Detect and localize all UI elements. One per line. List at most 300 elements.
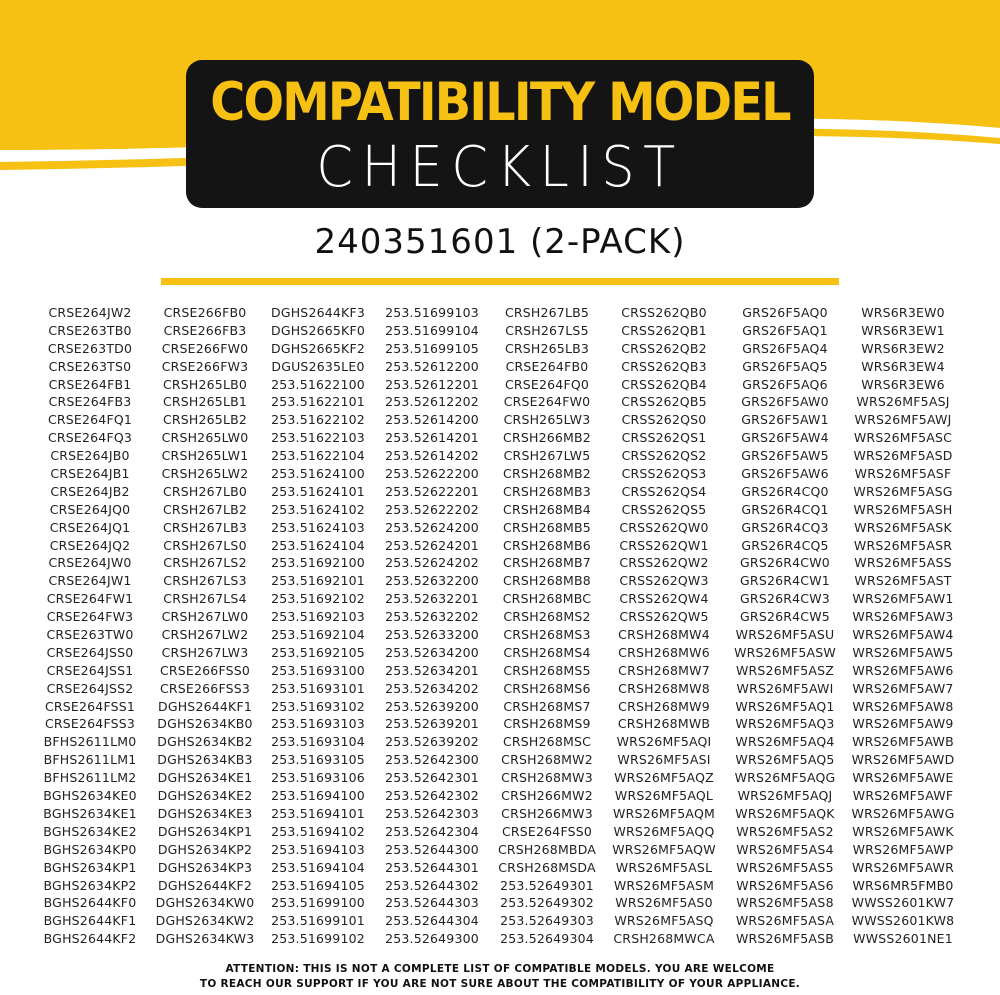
- model-number: CRSE264JB1: [50, 466, 130, 482]
- model-number: 253.52644302: [385, 877, 479, 893]
- page-title: COMPATIBILITY MODEL: [210, 72, 790, 133]
- model-number: WRS26MF5AW3: [852, 609, 954, 625]
- model-number: WRS26MF5ASH: [853, 501, 953, 517]
- model-number: BGHS2634KE1: [43, 805, 137, 821]
- model-number: CRSH265LW0: [161, 430, 249, 446]
- model-number: CRSE264FQ0: [504, 376, 590, 392]
- model-number: CRSH268MB4: [503, 501, 591, 517]
- model-number: 253.51693104: [271, 734, 365, 750]
- model-number: DGHS2634KB3: [157, 752, 253, 768]
- model-number: 253.51693105: [271, 752, 365, 768]
- model-number: 253.51699102: [271, 931, 365, 947]
- model-number: WRS26MF5AWD: [851, 752, 955, 768]
- model-number: 253.51694102: [271, 823, 365, 839]
- model-number: CRSH268MB7: [503, 555, 591, 571]
- model-number: DGHS2634KP2: [157, 841, 253, 857]
- model-number: CRSE264JSS0: [46, 644, 134, 660]
- model-number: GRS26R4CQ1: [741, 501, 829, 517]
- model-number: CRSH268MW2: [501, 752, 593, 768]
- model-column-7: [726, 304, 844, 948]
- model-number: 253.51692103: [271, 609, 365, 625]
- model-number: WRS26MF5ASG: [853, 483, 953, 499]
- model-number: 253.51692101: [271, 573, 365, 589]
- model-number: DGHS2644KF1: [158, 698, 252, 714]
- model-number: WRS26MF5ASL: [615, 859, 713, 875]
- model-number: GRS26R4CW3: [740, 591, 830, 607]
- model-number: CRSE263TD0: [47, 340, 133, 356]
- model-number: 253.52632201: [385, 591, 479, 607]
- attention-line-2: TO REACH OUR SUPPORT IF YOU ARE NOT SURE ABOUT THE COMPATIBILITY OF YOUR APPLIANCE.: [199, 978, 801, 990]
- model-number: 253.51694101: [271, 805, 365, 821]
- model-number: GRS26R4CQ5: [741, 537, 829, 553]
- model-number: CRSH267LW0: [161, 609, 249, 625]
- model-number: DGHS2634KW0: [155, 895, 255, 911]
- model-number: 253.52612200: [385, 358, 479, 374]
- model-number: 253.52622202: [385, 501, 479, 517]
- model-number: CRSH268MW9: [618, 698, 710, 714]
- model-number: WRS26MF5AST: [854, 573, 952, 589]
- model-number: CRSE264JQ2: [49, 537, 131, 553]
- model-number: 253.51693106: [271, 770, 365, 786]
- model-number: 253.51624103: [271, 519, 365, 535]
- model-number: CRSE264JSS1: [46, 662, 134, 678]
- model-number: WRS26MF5AQZ: [614, 770, 714, 786]
- model-number: DGUS2635LE0: [271, 358, 365, 374]
- model-number: CRSS262QW5: [619, 609, 709, 625]
- model-number: WRS26MF5AW1: [852, 591, 954, 607]
- model-number: CRSE264FSS1: [44, 698, 136, 714]
- model-number: CRSE264FSS0: [501, 823, 593, 839]
- model-number: 253.51699105: [385, 340, 479, 356]
- model-number: BGHS2634KE0: [43, 788, 137, 804]
- model-number: 253.52624202: [385, 555, 479, 571]
- model-number: 253.52624200: [385, 519, 479, 535]
- model-number: WRS26MF5AW9: [852, 716, 954, 732]
- model-number: WRS26MF5ASC: [853, 430, 953, 446]
- model-number: 253.51699101: [271, 913, 365, 929]
- model-number: DGHS2634KB2: [157, 734, 253, 750]
- model-number: WRS26MF5ASF: [854, 466, 952, 482]
- model-number: CRSE263TB0: [48, 322, 132, 338]
- model-number: 253.51694105: [271, 877, 365, 893]
- model-number: CRSS262QS4: [621, 483, 707, 499]
- model-number: 253.52642301: [385, 770, 479, 786]
- model-number: CRSH268MBC: [502, 591, 592, 607]
- model-number: CRSH267LB3: [162, 519, 248, 535]
- model-number: WRS26MF5ASK: [854, 519, 952, 535]
- model-number: DGHS2665KF0: [271, 322, 365, 338]
- model-number: CRSH265LB0: [162, 376, 248, 392]
- model-number: 253.51622100: [271, 376, 365, 392]
- model-number: CRSH267LB0: [162, 483, 248, 499]
- model-number: WWSS2601NE1: [853, 931, 953, 947]
- model-number: GRS26F5AQ1: [742, 322, 828, 338]
- model-number: 253.52632200: [385, 573, 479, 589]
- model-number: 253.52649303: [500, 913, 594, 929]
- model-number: CRSE264JQ1: [49, 519, 131, 535]
- model-number: CRSS262QB3: [621, 358, 707, 374]
- model-number: 253.52622201: [385, 483, 479, 499]
- model-number: WRS26MF5AQK: [735, 805, 835, 821]
- model-number: 253.52622200: [385, 466, 479, 482]
- model-number: WRS26MF5AQI: [616, 734, 712, 750]
- model-number: CRSE266FB3: [163, 322, 247, 338]
- model-number: DGHS2634KE1: [157, 770, 253, 786]
- model-number: DGHS2644KF3: [271, 305, 365, 320]
- model-number: WRS26MF5ASM: [613, 877, 715, 893]
- model-number: CRSH268MS5: [503, 662, 591, 678]
- model-number: CRSE264FB1: [48, 376, 132, 392]
- model-number: CRSH265LB1: [162, 394, 248, 410]
- model-number: CRSS262QB0: [621, 305, 707, 320]
- model-number: WRS26MF5AS2: [736, 823, 834, 839]
- model-number: CRSE264FSS3: [44, 716, 136, 732]
- model-number: GRS26R4CW1: [740, 573, 830, 589]
- model-number: GRS26F5AQ0: [742, 305, 828, 320]
- model-number: BFHS2611LM0: [43, 734, 137, 750]
- model-number: WRS26MF5AQM: [613, 805, 715, 821]
- model-number: DGHS2634KE3: [157, 805, 253, 821]
- model-number: 253.52644303: [385, 895, 479, 911]
- model-number: 253.51692100: [271, 555, 365, 571]
- model-number: CRSH267LS0: [163, 537, 247, 553]
- model-number: GRS26F5AQ5: [742, 358, 828, 374]
- model-number: CRSS262QW4: [619, 591, 709, 607]
- model-number: 253.52639201: [385, 716, 479, 732]
- model-number: 253.51692104: [271, 627, 365, 643]
- model-number: CRSE264JW2: [48, 305, 132, 320]
- model-number: 253.51699104: [385, 322, 479, 338]
- model-number: WRS26MF5AW6: [852, 662, 954, 678]
- model-number: CRSE264FB0: [505, 358, 589, 374]
- model-number: 253.52642302: [385, 788, 479, 804]
- model-number: 253.51692102: [271, 591, 365, 607]
- model-number: 253.52634202: [385, 680, 479, 696]
- model-number: CRSH268MB5: [503, 519, 591, 535]
- model-number: WRS26MF5AW8: [852, 698, 954, 714]
- model-number: CRSH267LW2: [161, 627, 249, 643]
- model-number: WRS26MF5AQW: [612, 841, 716, 857]
- model-number: WRS26MF5ASR: [853, 537, 953, 553]
- model-number: CRSH266MB2: [503, 430, 591, 446]
- model-number: 253.51622103: [271, 430, 365, 446]
- model-number: CRSE264FW0: [503, 394, 591, 410]
- model-number: 253.52614200: [385, 412, 479, 428]
- model-number: CRSE264JW1: [48, 573, 132, 589]
- model-number: 253.52642304: [385, 823, 479, 839]
- model-column-5: [488, 304, 606, 948]
- model-column-2: [146, 304, 264, 948]
- model-number: CRSH265LW2: [161, 466, 249, 482]
- model-number: CRSH267LS5: [505, 322, 589, 338]
- model-number: 253.52612202: [385, 394, 479, 410]
- model-number: CRSH268MS9: [503, 716, 591, 732]
- model-number: BGHS2634KP1: [43, 859, 137, 875]
- model-number: CRSH268MW7: [618, 662, 710, 678]
- model-number: WRS26MF5AWG: [851, 805, 955, 821]
- model-number: CRSS262QW3: [619, 573, 709, 589]
- model-number: CRSE266FSS3: [159, 680, 251, 696]
- model-number: DGHS2634KE2: [157, 788, 253, 804]
- model-number: CRSE264JB2: [50, 483, 130, 499]
- model-number: CRSS262QS2: [621, 448, 707, 464]
- model-number: 253.51694104: [271, 859, 365, 875]
- model-number: BGHS2634KP0: [43, 841, 137, 857]
- model-number: BGHS2644KF0: [43, 895, 137, 911]
- model-number: CRSS262QW0: [619, 519, 709, 535]
- model-number: BGHS2634KP2: [43, 877, 137, 893]
- model-number: CRSH266MW3: [501, 805, 593, 821]
- model-number: WRS26MF5AWI: [736, 680, 834, 696]
- model-grid: [0, 304, 1000, 952]
- model-number: CRSE266FSS0: [159, 662, 251, 678]
- model-number: 253.52614202: [385, 448, 479, 464]
- model-number: WRS26MF5AS5: [736, 859, 834, 875]
- model-number: CRSH266MW2: [501, 788, 593, 804]
- model-number: BGHS2644KF2: [43, 931, 137, 947]
- model-number: WRS26MF5AW7: [852, 680, 954, 696]
- model-number: CRSE264FQ3: [47, 430, 133, 446]
- model-number: WRS6R3EW4: [861, 358, 945, 374]
- model-number: CRSH268MW8: [618, 680, 710, 696]
- model-number: 253.51694100: [271, 788, 365, 804]
- model-number: DGHS2634KP1: [157, 823, 253, 839]
- model-number: WRS26MF5AWF: [852, 788, 954, 804]
- model-number: WRS26MF5AQ5: [735, 752, 835, 768]
- model-number: CRSH268MB6: [503, 537, 591, 553]
- model-number: GRS26F5AQ6: [742, 376, 828, 392]
- model-number: WWSS2601KW8: [851, 913, 955, 929]
- model-number: WRS26MF5AQQ: [613, 823, 715, 839]
- model-number: CRSE266FB0: [163, 305, 247, 320]
- model-number: WRS26MF5AQ3: [735, 716, 835, 732]
- model-number: WRS26MF5AS0: [615, 895, 713, 911]
- model-number: CRSE263TS0: [48, 358, 132, 374]
- model-number: BGHS2634KE2: [43, 823, 137, 839]
- model-number: CRSH268MBDA: [497, 841, 597, 857]
- model-number: CRSE266FW0: [161, 340, 249, 356]
- model-column-4: [373, 304, 491, 948]
- model-number: CRSE264JB0: [50, 448, 130, 464]
- model-number: 253.51693101: [271, 680, 365, 696]
- model-number: 253.52642300: [385, 752, 479, 768]
- model-number: CRSH268MS3: [503, 627, 591, 643]
- model-number: CRSS262QS5: [621, 501, 707, 517]
- model-number: WRS26MF5ASJ: [856, 394, 950, 410]
- model-number: 253.52644304: [385, 913, 479, 929]
- model-number: CRSH268MWCA: [613, 931, 715, 947]
- model-number: CRSH267LS3: [163, 573, 247, 589]
- model-number: WRS26MF5AWB: [852, 734, 954, 750]
- model-number: WRS26MF5AS8: [736, 895, 834, 911]
- model-number: 253.51624104: [271, 537, 365, 553]
- model-number: WRS6R3EW0: [861, 305, 945, 320]
- model-number: DGHS2634KB0: [157, 716, 253, 732]
- model-number: 253.52614201: [385, 430, 479, 446]
- model-number: CRSH265LW3: [503, 412, 591, 428]
- model-number: GRS26F5AW4: [741, 430, 829, 446]
- model-number: CRSE264JSS2: [46, 680, 134, 696]
- model-column-6: [605, 304, 723, 948]
- model-number: CRSH268MW4: [618, 627, 710, 643]
- model-number: CRSE264JQ0: [49, 501, 131, 517]
- model-number: 253.51622102: [271, 412, 365, 428]
- model-number: GRS26R4CW5: [740, 609, 830, 625]
- model-number: CRSS262QW2: [619, 555, 709, 571]
- model-number: CRSH268MSDA: [498, 859, 596, 875]
- model-number: CRSE264JW0: [48, 555, 132, 571]
- model-number: WRS26MF5ASI: [617, 752, 711, 768]
- model-number: 253.52624201: [385, 537, 479, 553]
- model-number: 253.51693103: [271, 716, 365, 732]
- model-number: 253.51693100: [271, 662, 365, 678]
- attention-note: [0, 962, 1000, 992]
- model-number: CRSH268MWB: [617, 716, 711, 732]
- model-number: 253.51624101: [271, 483, 365, 499]
- model-number: WRS26MF5ASS: [854, 555, 952, 571]
- part-number: 240351601 (2-PACK): [314, 222, 686, 262]
- page-subtitle: CHECKLIST: [316, 135, 684, 200]
- model-number: 253.52649300: [385, 931, 479, 947]
- model-number: 253.52649302: [500, 895, 594, 911]
- model-number: 253.51622104: [271, 448, 365, 464]
- model-number: DGHS2634KW3: [155, 931, 255, 947]
- model-number: CRSE263TW0: [46, 627, 134, 643]
- model-number: 253.52634201: [385, 662, 479, 678]
- model-number: GRS26F5AQ4: [742, 340, 828, 356]
- model-number: CRSH268MB2: [503, 466, 591, 482]
- model-number: GRS26F5AW5: [741, 448, 829, 464]
- model-number: CRSH267LB5: [504, 305, 590, 320]
- model-number: WWSS2601KW7: [851, 895, 955, 911]
- model-number: WRS26MF5ASW: [734, 644, 836, 660]
- model-column-1: [31, 304, 149, 948]
- model-number: WRS26MF5AQ4: [735, 734, 835, 750]
- model-number: DGHS2665KF2: [271, 340, 365, 356]
- model-number: 253.52632202: [385, 609, 479, 625]
- model-number: CRSH267LS4: [163, 591, 247, 607]
- model-number: CRSH265LB3: [504, 340, 590, 356]
- model-number: WRS6MR5FMB0: [852, 877, 954, 893]
- model-number: CRSE266FW3: [161, 358, 249, 374]
- model-column-8: [844, 304, 962, 948]
- model-number: WRS26MF5ASD: [853, 448, 953, 464]
- model-number: WRS26MF5ASZ: [735, 662, 835, 678]
- model-number: GRS26F5AW6: [741, 466, 829, 482]
- model-number: CRSS262QS1: [621, 430, 707, 446]
- model-number: WRS26MF5AW5: [852, 644, 954, 660]
- model-number: 253.51699103: [385, 305, 479, 320]
- model-number: 253.52649304: [500, 931, 594, 947]
- model-number: CRSH268MB3: [503, 483, 591, 499]
- model-number: CRSE264FW3: [46, 609, 134, 625]
- model-number: CRSS262QB2: [621, 340, 707, 356]
- model-number: CRSE264FB3: [48, 394, 132, 410]
- model-number: DGHS2634KW2: [155, 913, 255, 929]
- model-number: WRS26MF5AWR: [852, 859, 954, 875]
- model-number: WRS26MF5ASQ: [614, 913, 714, 929]
- model-number: CRSH268MS2: [503, 609, 591, 625]
- model-number: WRS26MF5AWK: [852, 823, 954, 839]
- model-number: GRS26F5AW1: [741, 412, 829, 428]
- model-number: 253.52649301: [500, 877, 594, 893]
- model-number: GRS26R4CQ3: [741, 519, 829, 535]
- yellow-divider: [161, 278, 839, 285]
- model-number: 253.52644300: [385, 841, 479, 857]
- model-number: CRSH268MSC: [502, 734, 592, 750]
- attention-line-1: ATTENTION: THIS IS NOT A COMPLETE LIST OF COMPATIBLE MODELS. YOU ARE WELCOME: [225, 963, 775, 975]
- model-number: WRS26MF5AS4: [736, 841, 834, 857]
- model-number: 253.52639202: [385, 734, 479, 750]
- model-number: 253.51624100: [271, 466, 365, 482]
- model-number: BFHS2611LM2: [43, 770, 137, 786]
- model-number: CRSH267LB2: [162, 501, 248, 517]
- model-number: 253.52644301: [385, 859, 479, 875]
- model-number: 253.51622101: [271, 394, 365, 410]
- model-number: GRS26R4CQ0: [741, 483, 829, 499]
- model-number: CRSH265LB2: [162, 412, 248, 428]
- model-number: BGHS2644KF1: [43, 913, 137, 929]
- model-number: CRSH268MW6: [618, 644, 710, 660]
- model-number: BFHS2611LM1: [43, 752, 137, 768]
- model-number: WRS26MF5ASA: [735, 913, 835, 929]
- model-number: GRS26F5AW0: [741, 394, 829, 410]
- model-number: WRS26MF5AQG: [734, 770, 836, 786]
- model-number: CRSH268MB8: [503, 573, 591, 589]
- model-number: 253.52634200: [385, 644, 479, 660]
- model-number: CRSS262QB1: [621, 322, 707, 338]
- model-number: CRSH267LW3: [161, 644, 249, 660]
- model-number: CRSH268MS4: [503, 644, 591, 660]
- model-number: CRSH265LW1: [161, 448, 249, 464]
- model-number: CRSS262QS0: [621, 412, 707, 428]
- model-number: CRSS262QB5: [621, 394, 707, 410]
- model-number: CRSS262QS3: [621, 466, 707, 482]
- model-number: 253.52642303: [385, 805, 479, 821]
- model-number: WRS26MF5AWP: [852, 841, 954, 857]
- model-number: DGHS2644KF2: [158, 877, 252, 893]
- model-number: CRSE264FQ1: [47, 412, 133, 428]
- model-number: CRSS262QB4: [621, 376, 707, 392]
- model-number: CRSS262QW1: [619, 537, 709, 553]
- model-number: WRS6R3EW2: [861, 340, 945, 356]
- model-number: 253.51699100: [271, 895, 365, 911]
- model-number: CRSH268MW3: [501, 770, 593, 786]
- model-number: CRSH267LS2: [163, 555, 247, 571]
- model-number: GRS26R4CW0: [740, 555, 830, 571]
- model-number: WRS26MF5ASB: [735, 931, 835, 947]
- model-number: WRS26MF5AWE: [852, 770, 954, 786]
- model-number: WRS6R3EW1: [861, 322, 945, 338]
- model-number: CRSH267LW5: [503, 448, 591, 464]
- model-number: 253.52639200: [385, 698, 479, 714]
- model-number: 253.51692105: [271, 644, 365, 660]
- model-number: DGHS2634KP3: [157, 859, 253, 875]
- model-number: WRS26MF5ASU: [735, 627, 835, 643]
- model-number: WRS6R3EW6: [861, 376, 945, 392]
- model-number: 253.52612201: [385, 376, 479, 392]
- model-number: WRS26MF5AW4: [852, 627, 954, 643]
- model-number: WRS26MF5AQL: [614, 788, 714, 804]
- model-number: 253.51694103: [271, 841, 365, 857]
- model-number: 253.51693102: [271, 698, 365, 714]
- model-column-3: [259, 304, 377, 948]
- model-number: WRS26MF5AWJ: [854, 412, 952, 428]
- model-number: CRSE264FW1: [46, 591, 134, 607]
- model-number: WRS26MF5AS6: [736, 877, 834, 893]
- model-number: CRSH268MS7: [503, 698, 591, 714]
- model-number: 253.52633200: [385, 627, 479, 643]
